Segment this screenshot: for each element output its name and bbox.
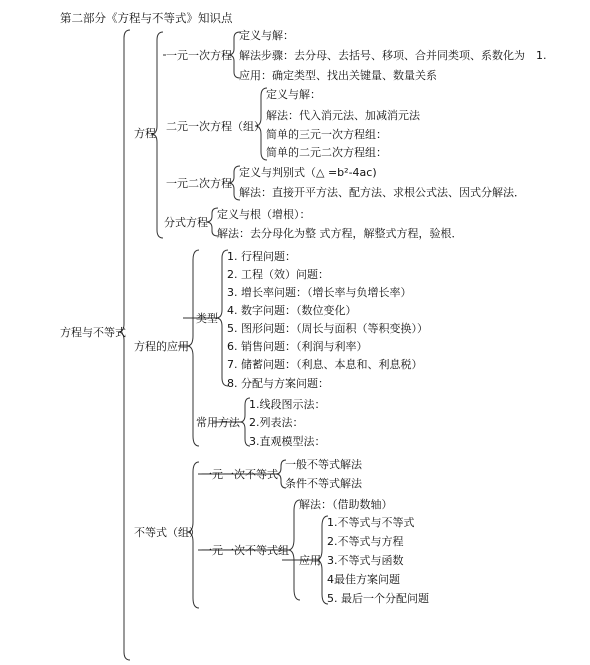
type-item: 2. 工程（效）问题： <box>227 268 329 281</box>
quadratic-item: 定义与判别式（△ =b²-4ac) <box>239 166 377 179</box>
system-equation-item: 简单的二元二次方程组： <box>266 146 387 159</box>
root-label: 方程与不等式 <box>60 326 126 339</box>
page-title: 第二部分《方程与不等式》知识点 <box>60 11 233 25</box>
method-item: 3.直观模型法： <box>249 435 326 448</box>
inequality-app-item: 4最佳方案问题 <box>327 573 400 586</box>
application-label: 方程的应用 <box>134 340 189 353</box>
equations-label: 方程 <box>134 127 156 140</box>
type-item: 3. 增长率问题：（增长率与负增长率） <box>227 286 412 299</box>
method-item: 2.列表法： <box>249 416 304 429</box>
fractional-item: 定义与根（增根）： <box>217 208 311 221</box>
types-label: 类型 <box>196 312 218 325</box>
inequality-app-item: 5. 最后一个分配问题 <box>327 592 429 605</box>
inequality-system-solution: 解法：（借助数轴） <box>299 498 393 511</box>
inequality-app-label: 应用 <box>299 554 321 567</box>
type-item: 8. 分配与方案问题： <box>227 377 329 390</box>
linear-equation-item: 应用：确定类型、找出关键量、数量关系 <box>239 69 437 82</box>
inequality-system-label: 一元一次不等式组 <box>201 544 289 557</box>
system-equation-item: 定义与解： <box>266 88 321 101</box>
inequality-system-bracket <box>288 500 300 600</box>
inequality-app-item: 3.不等式与函数 <box>327 554 404 567</box>
fractional-label: 分式方程 <box>164 216 208 229</box>
type-item: 4. 数字问题：（数位变化） <box>227 304 357 317</box>
type-item: 5. 图形问题：（周长与面积（等积变换）） <box>227 322 428 335</box>
inequality-app-item: 1.不等式与不等式 <box>327 516 415 529</box>
type-item: 6. 销售问题：（利润与利率） <box>227 340 368 353</box>
system-equation-item: 解法：代入消元法、加减消元法 <box>266 109 420 122</box>
linear-inequality-item: 一般不等式解法 <box>285 458 362 471</box>
inequalities-label: 不等式（组） <box>134 526 200 539</box>
root-bracket <box>118 30 130 660</box>
inequality-app-item: 2.不等式与方程 <box>327 535 404 548</box>
quadratic-label: 一元二次方程 <box>166 177 232 190</box>
linear-equation-label: 一元一次方程 <box>166 49 232 62</box>
type-item: 1. 行程问题： <box>227 250 296 263</box>
linear-inequality-item: 条件不等式解法 <box>285 477 362 490</box>
linear-inequality-label: 一元一次不等式 <box>201 468 278 481</box>
system-equation-item: 简单的三元一次方程组： <box>266 128 387 141</box>
method-item: 1.线段图示法： <box>249 398 326 411</box>
type-item: 7. 储蓄问题：（利息、本息和、利息税） <box>227 358 423 371</box>
system-equation-label: 二元一次方程（组） <box>166 120 265 133</box>
fractional-item: 解法：去分母化为整 式方程，解整式方程，验根． <box>217 227 463 240</box>
linear-equation-item: 解法步骤：去分母、去括号、移项、合并同类项、系数化为 1. <box>239 49 547 62</box>
methods-label: 常用方法 <box>196 416 240 429</box>
linear-equation-item: 定义与解： <box>239 29 294 42</box>
quadratic-item: 解法：直接开平方法、配方法、求根公式法、因式分解法． <box>239 186 525 199</box>
